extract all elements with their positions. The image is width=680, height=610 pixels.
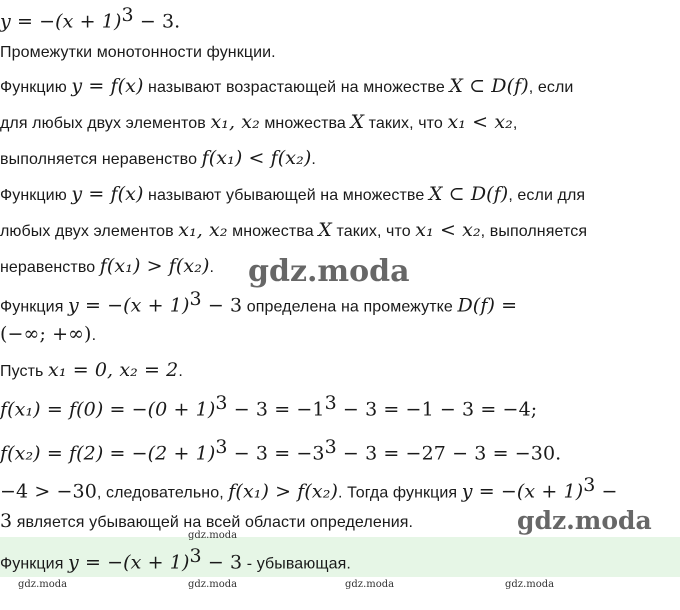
math-expression: − 3. <box>133 10 181 33</box>
text: , выполняется <box>480 223 588 240</box>
watermark-logo: gdz.moda <box>517 506 652 535</box>
math-expression: − 3 = −3 <box>227 442 325 465</box>
line-def-decreasing-1 <box>0 183 680 205</box>
line-function <box>0 4 680 32</box>
text: определена на промежутке <box>242 298 458 316</box>
line-def-decreasing-2 <box>0 219 680 241</box>
text: . Тогда функция <box>337 484 462 502</box>
line-compute-f0 <box>0 392 680 420</box>
watermark-small: gdz.moda <box>188 530 238 541</box>
text: Функция <box>0 298 69 316</box>
math-expression: − 3 <box>201 551 243 574</box>
watermark-small: gdz.moda <box>18 579 68 590</box>
text: для любых двух элементов <box>0 115 211 132</box>
math-expression: X ⊂ D(f) <box>449 75 529 97</box>
text: таких, что <box>331 223 416 240</box>
math-expression: (−∞; +∞) <box>0 323 92 345</box>
text: - убывающая. <box>242 555 351 573</box>
math-expression: f(x₁) > f(x₂) <box>228 480 338 503</box>
line-domain-1 <box>0 288 680 316</box>
text: Функцию <box>0 187 72 204</box>
text: , если <box>528 79 574 96</box>
math-expression: y = −(x + 1) <box>68 551 190 574</box>
watermark-small: gdz.moda <box>505 579 555 590</box>
math-expression: − 3 <box>201 294 243 317</box>
text: . <box>209 259 215 276</box>
line-conclusion-1 <box>0 474 680 502</box>
watermark-small: gdz.moda <box>188 579 238 590</box>
text: Функцию <box>0 79 72 96</box>
text: . <box>311 151 316 168</box>
watermark-small: gdz.moda <box>345 579 395 590</box>
heading-monotonicity: Промежутки монотонности функции. <box>0 44 276 61</box>
text: . <box>91 327 97 344</box>
math-expression: − <box>595 480 618 503</box>
text: , если для <box>508 187 586 204</box>
text: любых двух элементов <box>0 223 179 240</box>
math-expression: x₁, x₂ <box>178 219 228 241</box>
text: множества <box>259 115 351 132</box>
text: Пусть <box>0 363 49 380</box>
text: называют убывающей на множестве <box>143 187 429 204</box>
math-expression: y = −(x + 1) <box>461 480 584 503</box>
math-expression: X <box>318 219 332 241</box>
math-exponent: 3 <box>189 545 202 567</box>
text: , следовательно, <box>96 484 229 502</box>
line-let <box>0 359 680 381</box>
text: Функция <box>0 555 69 573</box>
math-exponent: 3 <box>215 436 228 458</box>
text: выполняется неравенство <box>0 151 202 168</box>
math-exponent: 3 <box>121 4 134 26</box>
math-expression: f(x₁) = f(0) = −(0 + 1) <box>0 398 216 421</box>
math-expression: y = f(x) <box>71 183 144 205</box>
text: . <box>178 363 183 380</box>
math-expression: y = −(x + 1) <box>68 294 190 317</box>
text: неравенство <box>0 259 100 276</box>
math-exponent: 3 <box>189 288 202 310</box>
text: называют возрастающей на множестве <box>143 79 450 96</box>
math-expression: x₁ = 0, x₂ = 2 <box>48 359 179 381</box>
text: таких, что <box>364 115 448 132</box>
line-compute-f2 <box>0 436 680 464</box>
math-expression: − 3 = −27 − 3 = −30. <box>336 442 562 465</box>
math-expression: f(x₂) = f(2) = −(2 + 1) <box>0 442 216 465</box>
text: множества <box>227 223 319 240</box>
math-exponent: 3 <box>215 392 228 414</box>
math-expression: 3 <box>0 510 13 532</box>
line-def-increasing-1 <box>0 75 680 97</box>
math-expression: y = −(x + 1) <box>0 10 122 33</box>
math-expression: X ⊂ D(f) <box>428 183 509 205</box>
line-def-increasing-2 <box>0 111 680 133</box>
text: является убывающей на всей области определения. <box>12 514 414 531</box>
math-expression: x₁ < x₂ <box>415 219 481 241</box>
math-exponent: 3 <box>583 474 596 496</box>
line-domain-2 <box>0 323 680 345</box>
math-expression: − 3 = −1 − 3 = −4; <box>336 398 538 421</box>
math-expression: y = f(x) <box>71 75 144 97</box>
line-answer <box>0 545 680 573</box>
math-exponent: 3 <box>324 436 337 458</box>
line-def-increasing-3 <box>0 147 680 169</box>
math-expression: f(x₁) > f(x₂) <box>99 255 210 277</box>
math-expression: f(x₁) < f(x₂) <box>201 147 312 169</box>
math-expression: x₁ < x₂ <box>447 111 513 133</box>
math-expression: D(f) = <box>457 294 518 317</box>
watermark-logo: gdz.moda <box>248 254 410 289</box>
text: , <box>512 115 518 132</box>
math-expression: x₁, x₂ <box>210 111 260 133</box>
math-expression: −4 > −30 <box>0 480 97 503</box>
math-expression: − 3 = −1 <box>227 398 325 421</box>
math-exponent: 3 <box>324 392 337 414</box>
math-expression: X <box>350 111 365 133</box>
